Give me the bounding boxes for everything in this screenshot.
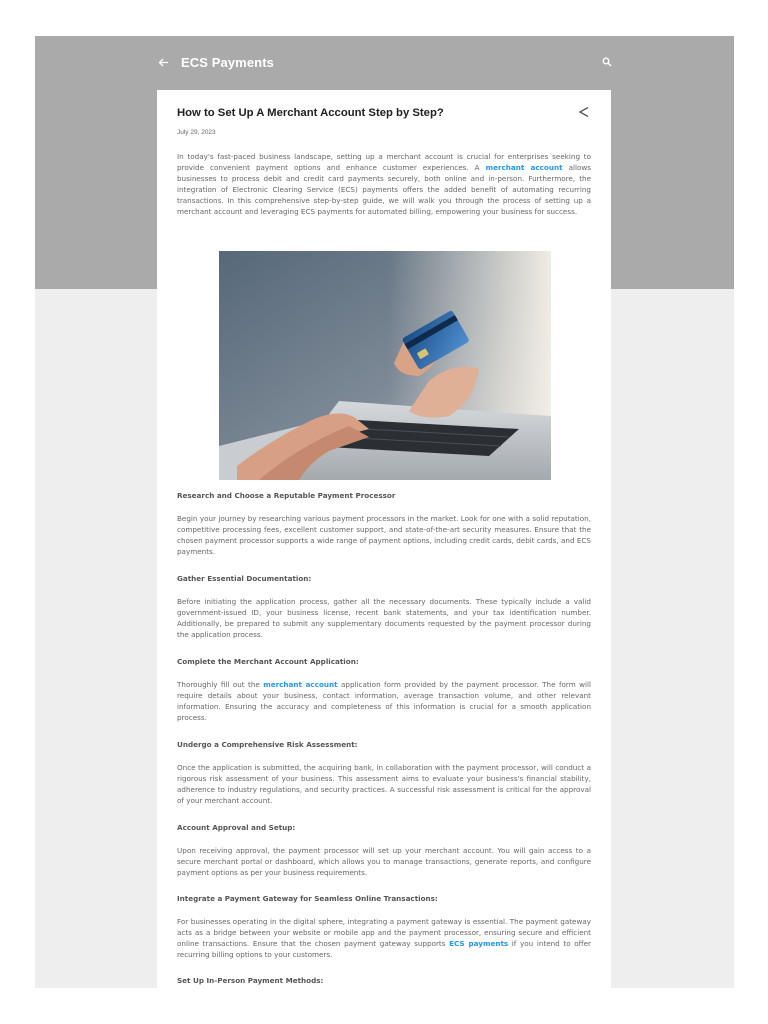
section-text-4: Once the application is submitted, the acquiring bank, in collaboration with the payment processor, will conduct a rigorous risk assessment of your business. This assessment aims to evaluate your business's financial stability, adherence to industry regulations, and security practices. A successful risk assessment is critical for the approval of your merchant account. (177, 763, 591, 806)
section-3-text-start: Thoroughly fill out the (177, 680, 264, 689)
merchant-account-link[interactable]: merchant account (485, 163, 563, 173)
laptop-payment-illustration (219, 251, 551, 480)
section-heading-2: Gather Essential Documentation: (177, 574, 312, 583)
section-3-text-end: application form provided by the payment processor. The form will require details about your business, contact information, average transaction volume, and other relevant information. Ensuring the accuracy and completeness of this information is crucial for a smooth application process. (177, 680, 591, 723)
post-intro (177, 151, 591, 218)
section-heading-6: Integrate a Payment Gateway for Seamless Online Transactions: (177, 894, 438, 903)
intro-text-start: In today's fast-paced business landscape, setting up a merchant account is crucial for enterprises seeking to provide convenient payment options and enhance customer experiences. A (177, 152, 591, 173)
page-frame (35, 36, 734, 988)
post-date: July 29, 2023 (177, 129, 216, 136)
section-6-text-start: For businesses operating in the digital sphere, integrating a payment gateway is essential. The payment gateway acts as a bridge between your website or mobile app and the payment processor, ensuring secure and efficient online transactions. Ensure that the chosen payment gateway supports (177, 917, 591, 949)
section-text-6 (177, 916, 591, 960)
intro-text-end: allows businesses to process debit and credit card payments securely, both online and in-person. Furthermore, the integration of Electronic Clearing Service (ECS) payments offers the added benefit of automating recurring transactions. In this comprehensive step-by-step guide, we will walk you through the process of setting up a merchant account and leveraging ECS payments for automated billing, empowering your business for success. (177, 163, 591, 217)
section-heading-4: Undergo a Comprehensive Risk Assessment: (177, 740, 358, 749)
section-text-1: Begin your journey by researching various payment processors in the market. Look for one with a solid reputation, competitive processing fees, excellent customer support, and state-of-the-art security measures. Ensure that the chosen payment processor supports a wide range of payment options, including credit cards, debit cards, and ECS payments. (177, 514, 591, 557)
blog-title[interactable]: ECS Payments (181, 54, 274, 70)
merchant-account-link-2[interactable]: merchant account (263, 680, 338, 689)
section-6-text-end: if you intend to offer recurring billing options to your customers. (177, 939, 591, 960)
post-title: How to Set Up A Merchant Account Step by Step? (177, 107, 444, 119)
top-bar (155, 50, 615, 74)
ecs-payments-link[interactable]: ECS payments (449, 939, 509, 949)
section-heading-1: Research and Choose a Reputable Payment Processor (177, 491, 396, 500)
arrow-left-icon[interactable] (155, 54, 171, 70)
section-text-5: Upon receiving approval, the payment processor will set up your merchant account. You will gain access to a secure merchant portal or dashboard, which allows you to manage transactions, generate reports, and configure payment options as per your business requirements. (177, 846, 591, 878)
share-icon[interactable] (577, 104, 591, 120)
hero-image (219, 251, 551, 480)
section-heading-5: Account Approval and Setup: (177, 823, 296, 832)
section-heading-3: Complete the Merchant Account Application: (177, 657, 359, 666)
search-icon[interactable] (599, 54, 615, 70)
post-card (157, 90, 611, 988)
section-heading-7: Set Up In-Person Payment Methods: (177, 976, 324, 985)
section-text-2: Before initiating the application process, gather all the necessary documents. These typically include a valid government-issued ID, your business license, recent bank statements, and your tax identification number. Additionally, be prepared to submit any supplementary documents requested by the payment processor during the application process. (177, 597, 591, 640)
section-text-3 (177, 679, 591, 723)
